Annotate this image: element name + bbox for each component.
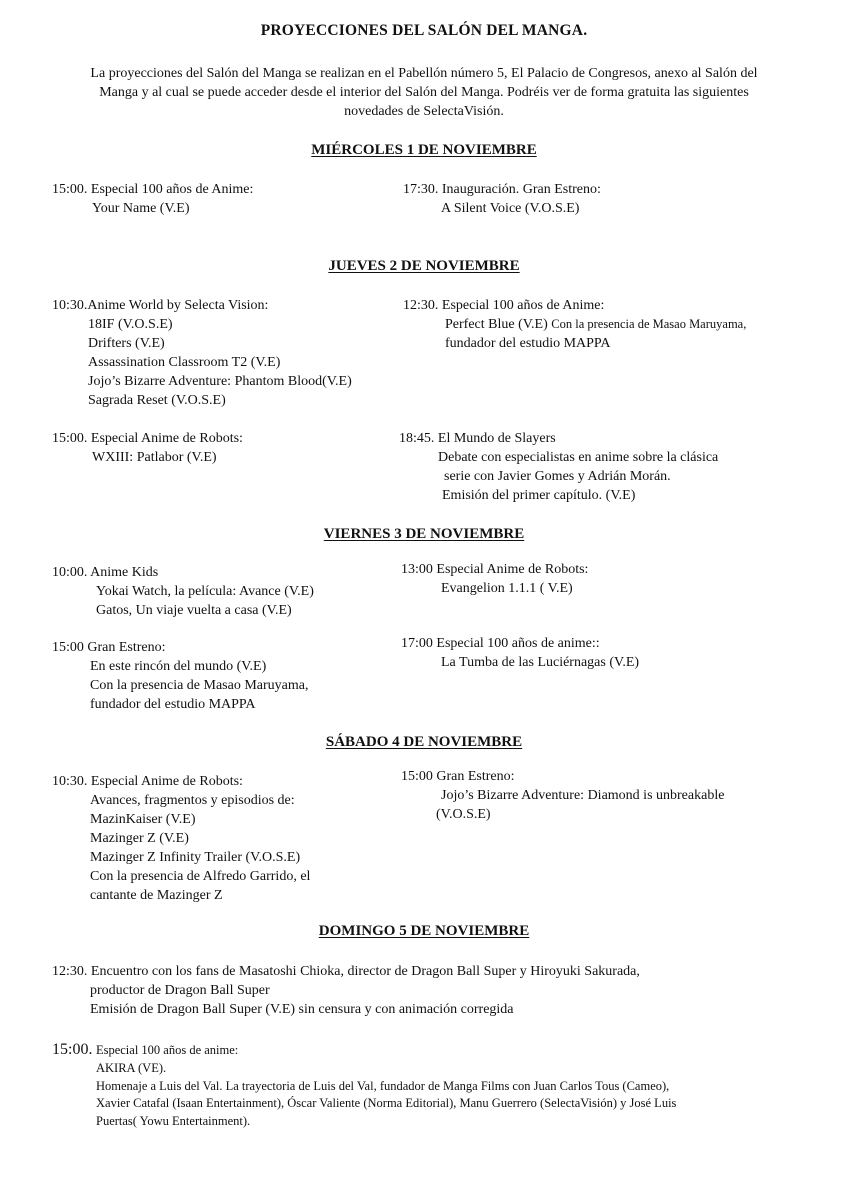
intro-line: Manga y al cual se puede acceder desde el interior del Salón del Manga. Podréis ver de forma gratuita las siguientes [99,85,749,100]
event-thu-1030 [52,296,352,410]
event-thu-1845 [399,429,718,505]
event-fri-1500 [52,638,308,714]
intro-line: La proyecciones del Salón del Manga se realizan en el Pabellón número 5, El Palacio de Congresos, anexo al Salón del [90,66,758,81]
event-heading: 15:00 Gran Estreno: [52,640,166,655]
event-fri-1700 [401,634,639,672]
event-heading: 12:30. Especial 100 años de Anime: [403,298,605,313]
event-detail: Debate con especialistas en anime sobre la clásica [438,450,719,465]
event-detail: Yokai Watch, la película: Avance (V.E) [96,584,314,599]
event-detail: Drifters (V.E) [88,336,165,351]
day-heading-friday: VIERNES 3 DE NOVIEMBRE [323,526,525,542]
event-detail: Assassination Classroom T2 (V.E) [88,355,281,370]
event-detail: Evangelion 1.1.1 ( V.E) [441,581,573,596]
event-detail: Gatos, Un viaje vuelta a casa (V.E) [96,603,292,618]
event-detail: Sagrada Reset (V.O.S.E) [88,393,226,408]
event-heading: 10:00. Anime Kids [52,565,159,580]
event-detail: MazinKaiser (V.E) [90,812,196,827]
event-detail: Avances, fragmentos y episodios de: [90,793,295,808]
event-detail: Xavier Catafal (Isaan Entertainment), Óscar Valiente (Norma Editorial), Manu Guerrero (SelectaVisión) y José Luis [96,1096,677,1110]
event-heading: 15:00 Gran Estreno: [401,769,515,784]
event-title: Especial 100 años de anime: [95,1043,239,1057]
day-heading-saturday: SÁBADO 4 DE NOVIEMBRE [325,734,523,750]
event-detail: Homenaje a Luis del Val. La trayectoria de Luis del Val, fundador de Manga Films con Juan Carlos Tous (Cameo), [96,1078,670,1093]
day-heading-wednesday: MIÉRCOLES 1 DE NOVIEMBRE [311,142,537,158]
event-detail [403,315,746,334]
day-heading-thursday: JUEVES 2 DE NOVIEMBRE [328,258,520,274]
event-heading: 18:45. El Mundo de Slayers [399,431,556,446]
event-sat-1500 [401,767,724,824]
event-detail: Con la presencia de Masao Maruyama, [90,678,309,693]
event-wed-1500 [52,180,253,218]
event-detail: AKIRA (VE). [96,1061,167,1075]
event-thu-1500 [52,429,243,467]
event-thu-1230 [403,296,746,353]
intro-line: novedades de SelectaVisión. [344,104,504,119]
event-detail: 18IF (V.O.S.E) [88,317,173,332]
event-detail: En este rincón del mundo (V.E) [90,659,267,674]
event-sun-1230 [52,962,640,1019]
event-heading: 17:00 Especial 100 años de anime:: [401,636,600,651]
event-heading: 15:00. Especial 100 años de Anime: [52,182,254,197]
event-fri-1000 [52,563,314,620]
event-heading: 12:30. Encuentro con los fans de Masatoshi Chioka, director de Dragon Ball Super y Hiroyuki Sakurada, [52,964,640,979]
event-time: 15:00. [52,1041,93,1058]
event-heading: 10:30.Anime World by Selecta Vision: [52,298,269,313]
event-fri-1300 [401,560,588,598]
event-guest: Con la presencia de Masao Maruyama, [551,317,747,331]
event-detail: Jojo’s Bizarre Adventure: Diamond is unbreakable [441,788,725,803]
event-detail: fundador del estudio MAPPA [90,697,256,712]
intro-paragraph [50,64,798,121]
event-detail: Jojo’s Bizarre Adventure: Phantom Blood(V.E) [88,374,352,389]
event-detail: serie con Javier Gomes y Adrián Morán. [444,469,671,484]
event-heading: 10:30. Especial Anime de Robots: [52,774,243,789]
event-sun-1500 [52,1040,676,1130]
event-detail: (V.O.S.E) [436,807,491,822]
event-detail: productor de Dragon Ball Super [90,983,270,998]
event-detail: Con la presencia de Alfredo Garrido, el [90,869,311,884]
day-heading-sunday: DOMINGO 5 DE NOVIEMBRE [318,923,530,939]
event-detail: Mazinger Z (V.E) [90,831,189,846]
event-heading [52,1040,676,1060]
event-heading: 17:30. Inauguración. Gran Estreno: [403,182,601,197]
event-title: Perfect Blue (V.E) [445,317,548,332]
event-detail: Puertas( Yowu Entertainment). [96,1113,251,1128]
page-title: PROYECCIONES DEL SALÓN DEL MANGA. [260,22,588,39]
event-detail: Your Name (V.E) [92,201,190,216]
event-detail: Emisión del primer capítulo. (V.E) [442,488,636,503]
event-heading: 15:00. Especial Anime de Robots: [52,431,243,446]
event-detail: cantante de Mazinger Z [90,888,223,903]
event-detail: A Silent Voice (V.O.S.E) [441,201,580,216]
event-detail: Mazinger Z Infinity Trailer (V.O.S.E) [90,850,301,865]
event-wed-1730 [403,180,601,218]
event-detail: La Tumba de las Luciérnagas (V.E) [441,655,640,670]
event-detail: Emisión de Dragon Ball Super (V.E) sin censura y con animación corregida [90,1002,514,1017]
event-sat-1030 [52,772,310,905]
event-detail: WXIII: Patlabor (V.E) [92,450,217,465]
event-detail: fundador del estudio MAPPA [445,336,611,351]
event-heading: 13:00 Especial Anime de Robots: [401,562,589,577]
